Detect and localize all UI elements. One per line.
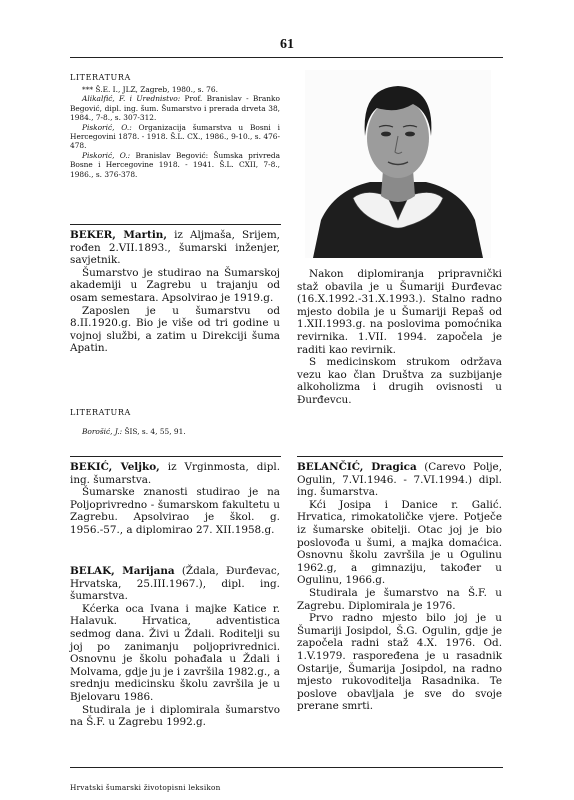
entry-name: BEKIĆ, Veljko, [70,461,160,473]
entry-paragraph: S medicinskom strukom održava vezu kao član Društva za suzbijanje alkoholizma i drugih ovisnosti u Đurđevcu. [297,356,502,406]
entry-belak-continued [297,268,502,407]
literature-entry: Piskorić, O.: Organizacija šumarstva u Bosni i Hercegovini 1878. - 1918. Š.L. CX., 1986., 9-10., s. 476-478. [70,122,280,151]
entry-paragraph: Prvo radno mjesto bilo joj je u Šumariji Josipdol, Š.G. Ogulin, gdje je započela radni staž 4.X. 1976. Od. 1.V.1979. raspoređena je u rasadnik Ostarije, Šumarija Josipdol, na radno mjesto rukovoditelja Rasadnika. Te poslove obavljala je sve do svoje prerane smrti. [297,612,502,713]
entry-paragraph: Kći Josipa i Danice r. Galić. Hrvatica, rimokatoličke vjere. Potječe iz šumarske obitelji. Otac joj je bio poslovođa u šumi, a majka domaćica. Osnovnu školu završila je u Ogulinu 1962.g, a gimnaziju, također u Ogulinu, 1966.g. [297,498,502,587]
literature-block-1 [70,73,280,179]
literature-block-2 [70,408,280,436]
literature-entry: Borošić, J.: ŠIS, s. 4, 55, 91. [82,427,186,436]
entry-name: BELAK, Marijana [70,565,175,577]
footer-title: Hrvatski šumarski životopisni leksikon [70,783,221,792]
entry-divider [70,224,281,225]
entry-beker: BEKER, Martin, iz Aljmaša, Srijem, rođen 2.VII.1893., šumarski inženjer, savjetnik. Šumarstvo je studirao na Šumarskoj akademiji u Zagrebu u trajanju od osam semestara. Apsolvirao je 1919.g. Zaposlen je u šumarstvu od 8.II.1920.g. Bio je više od tri godine u vojnoj službi, a zatim u Direkciji šuma Apatin. [70,229,280,355]
literature-entry: Alikalfić, F. i Urednistvo: Prof. Branislav - Branko Begović, dipl. ing. šum. Šumarstvo i prerada drveta 38, 1984., 7-8., s. 307-312. [70,94,280,123]
entry-paragraph: Studirala je i diplomirala šumarstvo na Š.F. u Zagrebu 1992.g. [70,703,280,729]
entry-belancic: BELANČIĆ, Dragica (Carevo Polje, Ogulin, 7.VI.1946. - 7.VI.1994.) dipl. ing. šumarstva. Kći Josipa i Danice r. Galić. Hrvatica, rimokatoličke vjere. Potječe iz šumarske obitelji. Otac joj je bio poslovođa u šumi, a majka domaćica. Osnovnu školu završila je u Ogulinu 1962.g, a gimnaziju, također u Ogulinu, 1966.g. Studirala je šumarstvo na Š.F. u Zagrebu. Diplomirala je 1976. Prvo radno mjesto bilo joj je u Šumariji Josipdol, Š.G. Ogulin, gdje je započela radni staž 4.X. 1976. Od. 1.V.1979. raspoređena je u rasadnik Ostarije, Šumarija Josipdol, na radno mjesto rukovoditelja Rasadnika. Te poslove obavljala je sve do svoje prerane smrti. [297,461,502,713]
entry-divider [70,456,281,457]
literature-entry: Piskorić, O.: Branislav Begović: Šumska privreda Bosne i Hercegovine 1918. - 1941. Š.L. CXII, 7-8., 1986., s. 376-378. [70,150,281,179]
entry-paragraph: Šumarstvo je studirao na Šumarskoj akademiji u Zagrebu u trajanju od osam semestara. Apsolvirao je 1919.g. [70,266,280,304]
entry-paragraph: Šumarske znanosti studirao je na Poljoprivredno - šumarskom fakultetu u Zagrebu. Apsolvirao je škol. g. 1956.-57., a diplomirao 27. XII.1958.g. [70,486,280,536]
entry-paragraph: Nakon diplomiranja pripravnički staž obavila je u Šumariji Đurđevac (16.X.1992.-31.X.1993.). Stalno radno mjesto dobila je u Šumariji Repaš od 1.XII.1993.g. na poslovima pomoćnika revirnika. 1.VII. 1994. započela je raditi kao revirnik. [297,268,502,356]
portrait-photo [295,70,501,258]
entry-divider [297,456,503,457]
entry-paragraph: Studirala je šumarstvo na Š.F. u Zagrebu. Diplomirala je 1976. [297,586,502,612]
entry-name: BEKER, Martin, [70,229,167,241]
literature-heading: LITERATURA [70,408,131,417]
literature-entry: *** Š.E. I., JLZ, Zagreb, 1980., s. 76. [82,85,218,94]
entry-bekic: BEKIĆ, Veljko, iz Vrginmosta, dipl. ing. šumarstva. Šumarske znanosti studirao je na Poljoprivredno - šumarskom fakultetu u Zagrebu. Apsolvirao je škol. g. 1956.-57., a diplomirao 27. XII.1958.g. [70,461,280,536]
entry-name: BELANČIĆ, Dragica [297,461,417,473]
page-number: 61 [280,37,294,52]
literature-heading: LITERATURA [70,73,131,82]
entry-paragraph: Kćerka oca Ivana i majke Katice r. Halavuk. Hrvatica, adventistica sedmog dana. Živi u Ždali. Roditelji su joj po zanimanju poljoprivrednici. Osnovnu je školu pohađala u Ždali i Molvama, gdje ju je i završila 1982.g., a srednju medicinsku školu završila je u Bjelovaru 1986. [70,602,280,703]
bottom-rule [70,767,503,768]
entry-belak: BELAK, Marijana (Ždala, Đurđevac, Hrvatska, 25.III.1967.), dipl. ing. šumarstva. Kćerka oca Ivana i majke Katice r. Halavuk. Hrvatica, adventistica sedmog dana. Živi u Ždali. Roditelji su joj po zanimanju poljoprivrednici. Osnovnu je školu pohađala u Ždali i Molvama, gdje ju je i završila 1982.g., a srednju medicinsku školu završila je u Bjelovaru 1986. Studirala je i diplomirala šumarstvo na Š.F. u Zagrebu 1992.g. [70,565,280,729]
entry-paragraph: Zaposlen je u šumarstvu od 8.II.1920.g. Bio je više od tri godine u vojnoj službi, a zatim u Direkciji šuma Apatin. [70,304,280,355]
top-rule [70,57,503,58]
